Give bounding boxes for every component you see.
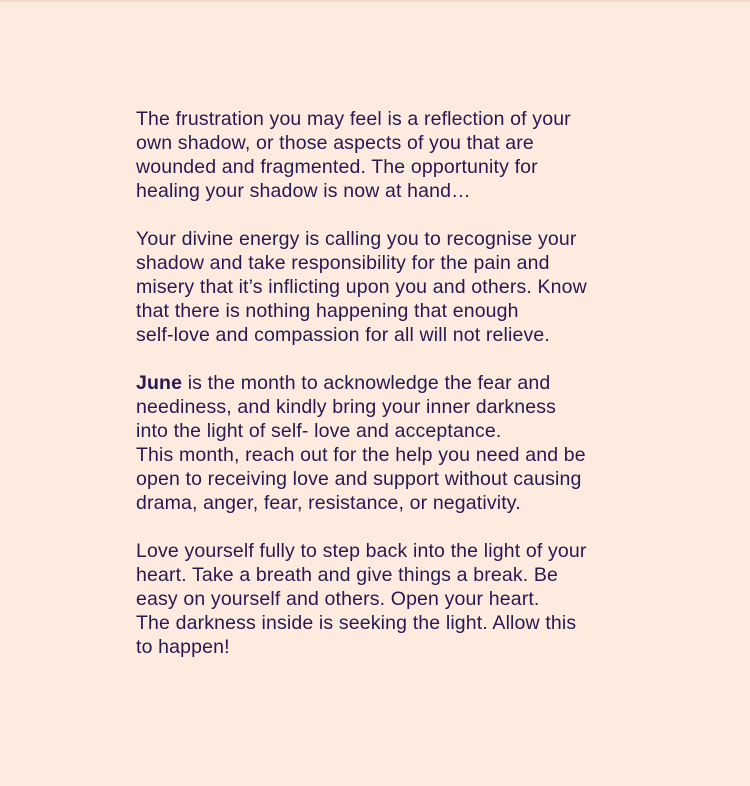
text-line: heart. Take a breath and give things a break. Be (136, 564, 559, 586)
paragraph-june (136, 371, 736, 515)
text-line: The frustration you may feel is a reflection of your (136, 108, 571, 130)
top-divider (0, 0, 750, 2)
text-line: healing your shadow is now at hand… (136, 180, 471, 202)
text-line: shadow and take responsibility for the pain and (136, 252, 550, 274)
text-line: to happen! (136, 636, 230, 658)
paragraph-love-yourself (136, 539, 736, 659)
paragraph-divine-energy (136, 227, 736, 347)
text-line: easy on yourself and others. Open your heart. (136, 588, 540, 610)
text-fragment: is the month to acknowledge the fear and (182, 372, 551, 394)
text-line: neediness, and kindly bring your inner darkness (136, 396, 557, 418)
paragraph-frustration (136, 107, 736, 203)
text-line: misery that it’s inflicting upon you and others. Know (136, 276, 587, 298)
text-line: self-love and compassion for all will not relieve. (136, 324, 550, 346)
text-line: own shadow, or those aspects of you that are (136, 132, 534, 154)
text-line: The darkness inside is seeking the light. Allow this (136, 612, 577, 634)
text-line: open to receiving love and support without causing (136, 468, 582, 490)
text-line: that there is nothing happening that enough (136, 300, 519, 322)
text-line: wounded and fragmented. The opportunity for (136, 156, 538, 178)
text-line: into the light of self- love and acceptance. (136, 420, 502, 442)
text-line: Love yourself fully to step back into the light of your (136, 540, 587, 562)
month-name: June (136, 372, 183, 394)
text-line: Your divine energy is calling you to recognise your (136, 228, 577, 250)
text-line: This month, reach out for the help you need and be (136, 444, 586, 466)
text-line: drama, anger, fear, resistance, or negativity. (136, 492, 521, 514)
text-line (136, 371, 736, 395)
message-text (136, 107, 736, 683)
